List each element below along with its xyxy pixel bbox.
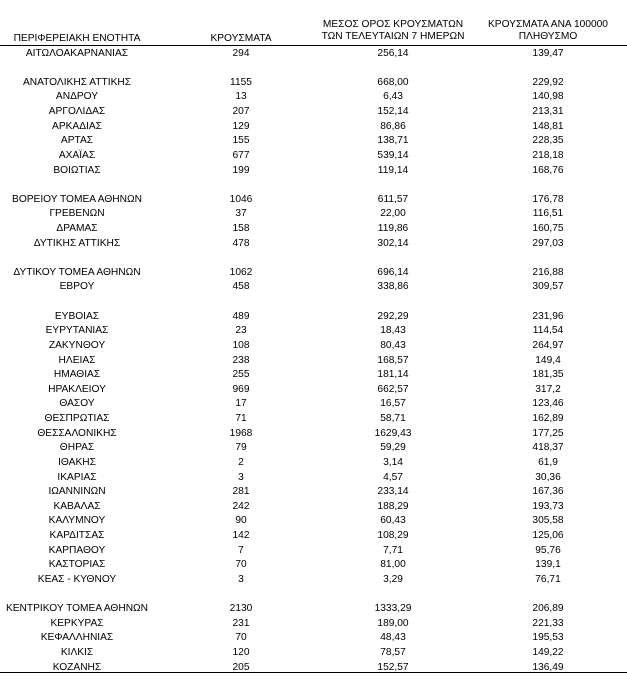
cases-cell: 23 [235, 325, 247, 337]
region-cell: ΚΑΛΥΜΝΟΥ [48, 515, 106, 527]
region-cell: ΚΑΡΔΙΤΣΑΣ [49, 530, 105, 541]
avg7-cell: 80,43 [380, 339, 406, 351]
avg7-cell: 189,00 [377, 617, 409, 629]
region-cell: ΕΥΒΟΙΑΣ [54, 310, 100, 322]
region-cell: ΑΡΤΑΣ [60, 135, 94, 147]
region-cell: ΙΚΑΡΙΑΣ [57, 471, 97, 483]
table-row [0, 645, 627, 660]
table-row [0, 543, 627, 558]
cases-cell: 17 [235, 398, 247, 410]
table-row [0, 89, 627, 104]
avg7-cell: 3,14 [383, 456, 403, 468]
region-cell: ΔΡΑΜΑΣ [56, 222, 98, 234]
table-row [0, 499, 627, 514]
cases-cell: 79 [235, 442, 247, 454]
cases-cell: 37 [235, 208, 247, 220]
per100k-cell: 160,75 [532, 222, 564, 234]
per100k-cell: 297,03 [532, 237, 564, 249]
region-cell: ΖΑΚΥΝΘΟΥ [48, 339, 106, 351]
table-row [0, 46, 627, 61]
avg7-cell: 4,57 [383, 471, 403, 483]
table-row [0, 221, 627, 236]
region-cell: ΕΥΡΥΤΑΝΙΑΣ [45, 325, 109, 337]
avg7-cell: 152,57 [377, 661, 409, 673]
avg7-cell: 539,14 [377, 149, 409, 161]
avg7-cell: 18,43 [380, 325, 406, 337]
per100k-cell: 114,54 [532, 325, 564, 337]
avg7-cell: 81,00 [380, 559, 406, 571]
region-cell: ΚΕΝΤΡΙΚΟΥ ΤΟΜΕΑ ΑΘΗΝΩΝ [5, 603, 149, 615]
per100k-cell: 309,57 [532, 281, 564, 293]
bottom-divider [0, 672, 627, 673]
table-row [0, 265, 627, 280]
region-cell: ΗΜΑΘΙΑΣ [53, 369, 101, 381]
table-row [0, 367, 627, 382]
cases-cell: 207 [232, 106, 250, 117]
per100k-cell: 221,33 [532, 617, 564, 629]
table-row [0, 382, 627, 397]
cases-cell: 129 [232, 120, 250, 132]
cases-cell: 281 [232, 486, 250, 498]
cases-cell: 155 [232, 135, 250, 147]
table-row [0, 133, 627, 148]
cases-cell: 489 [232, 310, 250, 322]
per100k-cell: 139,1 [535, 559, 561, 571]
table-row [0, 513, 627, 528]
table-row [0, 338, 627, 353]
cases-cell: 969 [232, 383, 250, 395]
table-row [0, 148, 627, 163]
avg7-cell: 256,14 [377, 47, 409, 59]
avg7-cell: 338,86 [377, 281, 409, 293]
avg7-cell: 16,57 [380, 398, 406, 410]
region-cell: ΚΟΖΑΝΗΣ [52, 661, 102, 673]
table-row [0, 192, 627, 207]
cases-cell: 1046 [229, 193, 253, 205]
cases-cell: 120 [232, 646, 250, 658]
avg7-cell: 108,29 [377, 530, 409, 541]
cases-cell: 458 [232, 281, 250, 293]
region-cell: ΘΕΣΠΡΩΤΙΑΣ [44, 413, 110, 424]
avg7-cell: 1333,29 [374, 603, 412, 615]
region-cell: ΙΩΑΝΝΙΝΩΝ [48, 486, 106, 498]
table-row [0, 104, 627, 119]
per100k-cell: 139,47 [532, 47, 564, 59]
avg7-cell: 6,43 [383, 91, 403, 103]
table-row [0, 572, 627, 587]
per100k-cell: 148,81 [532, 120, 564, 132]
cases-cell: 3 [238, 471, 244, 483]
table-row [0, 470, 627, 485]
cases-cell: 677 [232, 149, 250, 161]
per100k-cell: 418,37 [532, 442, 564, 454]
table-row [0, 279, 627, 294]
per100k-cell: 125,06 [532, 530, 564, 541]
region-cell: ΑΝΑΤΟΛΙΚΗΣ ΑΤΤΙΚΗΣ [22, 76, 132, 88]
cases-cell: 108 [232, 339, 250, 351]
cases-cell: 2130 [229, 603, 253, 615]
cases-cell: 142 [232, 530, 250, 541]
cases-cell: 1155 [230, 76, 252, 88]
cases-cell: 70 [235, 632, 247, 644]
cases-cell: 3 [238, 573, 244, 585]
per100k-cell: 136,49 [532, 661, 564, 673]
avg7-cell: 188,29 [377, 500, 409, 512]
avg7-cell: 119,86 [377, 222, 409, 234]
cases-cell: 1968 [229, 427, 253, 439]
cases-cell: 71 [235, 413, 247, 424]
region-cell: ΕΒΡΟΥ [59, 281, 95, 293]
per100k-cell: 167,36 [532, 486, 564, 498]
region-cell: ΚΕΑΣ - ΚΥΘΝΟΥ [37, 573, 117, 585]
avg7-cell: 152,14 [377, 106, 409, 117]
per100k-cell: 213,31 [532, 106, 564, 117]
per100k-cell: 231,96 [532, 310, 564, 322]
table-row [0, 163, 627, 178]
cases-cell: 13 [235, 91, 247, 103]
cases-cell: 205 [232, 661, 250, 673]
table-row [0, 353, 627, 368]
region-cell: ΙΘΑΚΗΣ [58, 456, 96, 468]
table-row [0, 206, 627, 221]
per100k-cell: 305,58 [532, 515, 564, 527]
header-avg-line1: ΜΕΣΟΣ ΟΡΟΣ ΚΡΟΥΣΜΑΤΩΝ [322, 19, 464, 30]
cases-cell: 90 [235, 515, 247, 527]
per100k-cell: 168,76 [532, 164, 564, 176]
per100k-cell: 228,35 [532, 135, 564, 147]
cases-cell: 242 [232, 500, 250, 512]
per100k-cell: 95,76 [535, 544, 561, 556]
region-cell: ΘΗΡΑΣ [59, 442, 95, 454]
header-per100k-line1: ΚΡΟΥΣΜΑΤΑ ΑΝΑ 100000 [488, 19, 608, 30]
per100k-cell: 181,35 [532, 369, 564, 381]
avg7-cell: 662,57 [377, 383, 409, 395]
avg7-cell: 668,00 [377, 76, 409, 88]
table-row [0, 484, 627, 499]
region-cell: ΚΑΣΤΟΡΙΑΣ [48, 559, 106, 571]
cases-cell: 1062 [229, 266, 253, 278]
avg7-cell: 696,14 [377, 266, 409, 278]
avg7-cell: 611,57 [377, 193, 409, 205]
avg7-cell: 292,29 [377, 310, 409, 322]
per100k-cell: 61,9 [538, 456, 558, 468]
avg7-cell: 119,14 [377, 164, 409, 176]
avg7-cell: 86,86 [380, 120, 406, 132]
per100k-cell: 116,51 [532, 208, 564, 220]
header-per100k-line2: ΠΛΗΘΥΣΜΟ [518, 31, 578, 42]
per100k-cell: 76,71 [535, 573, 561, 585]
table-row [0, 601, 627, 616]
cases-cell: 158 [232, 222, 250, 234]
table-row [0, 411, 627, 426]
region-cell: ΘΕΣΣΑΛΟΝΙΚΗΣ [37, 427, 117, 439]
per100k-cell: 195,53 [532, 632, 564, 644]
per100k-cell: 264,97 [532, 339, 564, 351]
avg7-cell: 1629,43 [374, 427, 412, 439]
cases-cell: 255 [232, 369, 250, 381]
table-row [0, 557, 627, 572]
region-cell: ΔΥΤΙΚΗΣ ΑΤΤΙΚΗΣ [33, 237, 121, 249]
cases-cell: 231 [232, 617, 250, 629]
region-cell: ΑΙΤΩΛΟΑΚΑΡΝΑΝΙΑΣ [25, 47, 129, 59]
region-cell: ΚΙΛΚΙΣ [60, 646, 94, 658]
table-row [0, 616, 627, 631]
cases-cell: 70 [235, 559, 247, 571]
table-row [0, 396, 627, 411]
avg7-cell: 3,29 [383, 573, 403, 585]
avg7-cell: 168,57 [377, 354, 409, 366]
per100k-cell: 162,89 [532, 413, 564, 424]
region-cell: ΑΝΔΡΟΥ [55, 91, 99, 103]
avg7-cell: 302,14 [377, 237, 409, 249]
region-cell: ΗΡΑΚΛΕΙΟΥ [48, 383, 106, 395]
header-cases: ΚΡΟΥΣΜΑΤΑ [210, 33, 272, 44]
table-row [0, 528, 627, 543]
avg7-cell: 138,71 [377, 135, 409, 147]
per100k-cell: 229,92 [532, 76, 564, 88]
per100k-cell: 206,89 [532, 603, 564, 615]
avg7-cell: 233,14 [377, 486, 409, 498]
per100k-cell: 176,78 [532, 193, 564, 205]
region-cell: ΚΑΡΠΑΘΟΥ [48, 544, 106, 556]
region-cell: ΚΑΒΑΛΑΣ [53, 500, 101, 512]
cases-cell: 478 [232, 237, 250, 249]
region-cell: ΓΡΕΒΕΝΩΝ [49, 208, 105, 220]
table-row [0, 455, 627, 470]
per100k-cell: 149,22 [532, 646, 564, 658]
region-cell: ΚΕΡΚΥΡΑΣ [50, 617, 104, 629]
avg7-cell: 7,71 [383, 544, 403, 556]
region-cell: ΒΟΙΩΤΙΑΣ [53, 164, 101, 176]
table-row [0, 440, 627, 455]
region-cell: ΒΟΡΕΙΟΥ ΤΟΜΕΑ ΑΘΗΝΩΝ [12, 193, 142, 205]
table-row [0, 236, 627, 251]
table-row [0, 630, 627, 645]
region-cell: ΔΥΤΙΚΟΥ ΤΟΜΕΑ ΑΘΗΝΩΝ [13, 266, 141, 278]
avg7-cell: 59,29 [380, 442, 406, 454]
per100k-cell: 123,46 [532, 398, 564, 410]
cases-cell: 294 [232, 47, 250, 59]
table-row [0, 75, 627, 90]
table-row [0, 119, 627, 134]
table-row [0, 323, 627, 338]
cases-cell: 238 [232, 354, 250, 366]
region-cell: ΗΛΕΙΑΣ [58, 354, 96, 366]
per100k-cell: 177,25 [532, 427, 564, 439]
avg7-cell: 181,14 [377, 369, 409, 381]
header-region: ΠΕΡΙΦΕΡΕΙΑΚΗ ΕΝΟΤΗΤΑ [13, 33, 141, 44]
avg7-cell: 58,71 [380, 413, 406, 424]
per100k-cell: 30,36 [535, 471, 561, 483]
cases-cell: 199 [232, 164, 250, 176]
region-cell: ΑΧΑΪΑΣ [58, 149, 96, 161]
per100k-cell: 218,18 [532, 149, 564, 161]
table-row [0, 309, 627, 324]
region-cell: ΘΑΣΟΥ [59, 398, 95, 410]
per100k-cell: 140,98 [532, 91, 564, 103]
avg7-cell: 60,43 [380, 515, 406, 527]
cases-cell: 7 [238, 544, 244, 556]
region-cell: ΑΡΓΟΛΙΔΑΣ [48, 106, 106, 117]
per100k-cell: 149,4 [535, 354, 561, 366]
cases-cell: 2 [238, 456, 244, 468]
per100k-cell: 216,88 [532, 266, 564, 278]
avg7-cell: 48,43 [380, 632, 406, 644]
region-cell: ΚΕΦΑΛΛΗΝΙΑΣ [40, 632, 114, 644]
header-avg-line2: ΤΩΝ ΤΕΛΕΥΤΑΙΩΝ 7 ΗΜΕΡΩΝ [321, 31, 465, 42]
region-cell: ΑΡΚΑΔΙΑΣ [52, 120, 102, 132]
table-row [0, 426, 627, 441]
avg7-cell: 78,57 [380, 646, 406, 658]
avg7-cell: 22,00 [380, 208, 406, 220]
per100k-cell: 317,2 [535, 383, 561, 395]
per100k-cell: 193,73 [532, 500, 564, 512]
